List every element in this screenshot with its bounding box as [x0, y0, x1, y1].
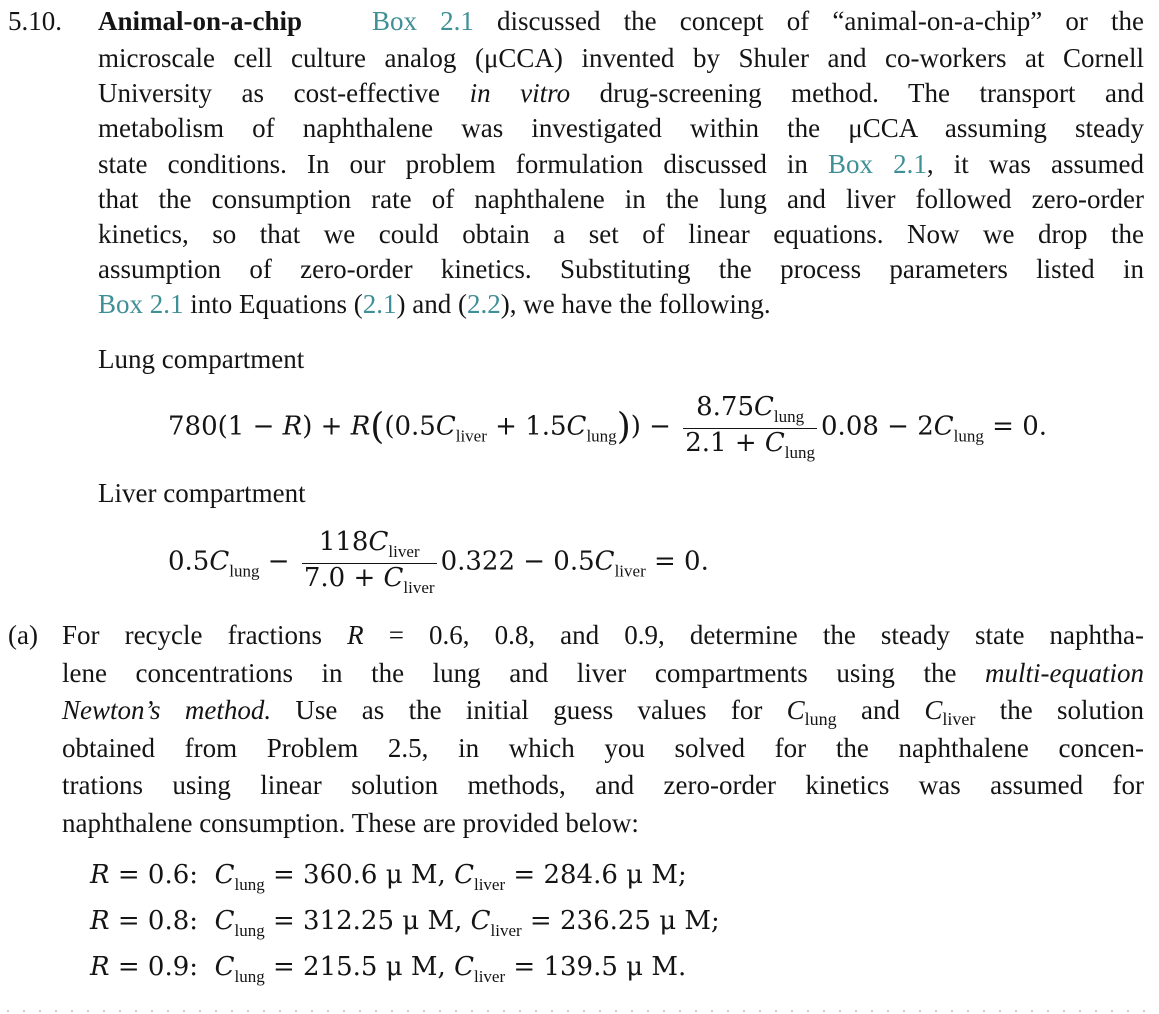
- liver-heading: Liver compartment: [98, 478, 306, 508]
- text-run: assumption of zero-order kinetics. Substituting the process parameters listed in: [98, 254, 1144, 285]
- text-line: [62, 732, 1144, 763]
- text-run: in vitro: [469, 78, 571, 109]
- text-run: lene concentrations in the lung and liver compartments using the: [62, 657, 986, 688]
- text-run: , it was assumed: [926, 148, 1144, 179]
- text-line: [98, 256, 1144, 283]
- guess-value: 0.9: [147, 952, 190, 982]
- text-run: state conditions. In our problem formulation discussed in: [98, 148, 829, 179]
- text-line: [98, 148, 1144, 179]
- guess-row: R = 0.6: $C_{lung} = 360.6$ μ M, $C_{liver} = 284.6$ μ M;: [90, 860, 687, 894]
- text-line: [62, 807, 1144, 838]
- page-footer-rule: [0, 1010, 1159, 1012]
- guess-value: μ M: [659, 906, 712, 936]
- guess-row: R = 0.9: $C_{lung} = 215.5$ μ M, $C_{liver} = 139.5$ μ M.: [90, 952, 687, 986]
- text-line: [62, 622, 1144, 649]
- cross-reference-link[interactable]: Box 2.1: [828, 148, 927, 179]
- text-run: into Equations (: [183, 289, 363, 320]
- cross-reference-link[interactable]: 2.2: [466, 289, 501, 320]
- cross-reference-link[interactable]: Box 2.1: [98, 289, 184, 320]
- text-line: [98, 221, 1144, 248]
- problem-number: 5.10.: [8, 6, 62, 36]
- text-run: For recycle fractions: [62, 620, 348, 650]
- guess-value: 0.6: [147, 860, 190, 890]
- cross-reference-link[interactable]: Box 2.1: [372, 6, 474, 36]
- guess-value: 139.5: [543, 952, 618, 982]
- guess-value: μ M: [402, 906, 455, 936]
- lung-heading: Lung compartment: [98, 344, 305, 374]
- text-line: [62, 772, 1144, 799]
- problem-title: Animal-on-a-chip: [98, 6, 303, 36]
- guess-value: μ M: [385, 952, 438, 982]
- text-run: that the consumption rate of naphthalene in the lung and liver followed zero-order: [98, 183, 1144, 214]
- subscript: lung: [804, 709, 837, 729]
- guess-value: 0.8: [147, 906, 190, 936]
- text-run: discussed the concept of “animal-on-a-chip” or the: [473, 6, 1145, 36]
- text-run: drug-screening method. The transport and: [570, 78, 1144, 109]
- text-line: [98, 291, 1144, 318]
- text-run: multi-equation: [985, 657, 1144, 688]
- text-line: [372, 8, 1144, 35]
- lung-equation: $780(1 - R) + R((0.5C_{liver} + 1.5C_{lung}))$ − $\frac{8.75C_{lung}}{2.1 + C_{lung}}$ $0.08 - 2C_{lung} = 0$.: [168, 392, 1048, 462]
- text-run: microscale cell culture analog (μCCA) invented by Shuler and co-workers at Cornell: [98, 43, 1144, 73]
- liver-equation: $0.5C_{lung}$ − $\frac{118C_{liver}}{7.0 + C_{liver}}$ $0.322 - 0.5C_{liver} = 0$.: [168, 527, 709, 597]
- text-run: C: [924, 695, 943, 725]
- guess-value: 312.25: [303, 906, 395, 936]
- text-line: [98, 115, 1144, 142]
- text-run: and: [836, 695, 925, 725]
- guess-value: ;: [677, 860, 687, 890]
- guess-value: 236.25: [560, 906, 651, 936]
- guess-value: 360.6: [303, 860, 378, 890]
- guess-value: 215.5: [303, 952, 378, 982]
- text-line: [62, 657, 1144, 688]
- guess-value: μ M: [626, 952, 678, 982]
- text-run: = 0.6, 0.8, and 0.9, determine the steady state naphtha-: [363, 620, 1144, 650]
- text-run: ), we have the following.: [500, 289, 771, 320]
- text-run: metabolism of naphthalene was investigated within the μCCA assuming steady: [98, 113, 1144, 144]
- text-run: C: [786, 695, 805, 725]
- text-run: kinetics, so that we could obtain a set of linear equations. Now we drop the: [98, 219, 1144, 249]
- text-run: the solution: [975, 695, 1145, 725]
- text-run: University as cost-effective: [98, 78, 470, 109]
- guess-value: ;: [711, 906, 720, 936]
- guess-value: 284.6: [543, 860, 618, 890]
- text-run: Newton’s method.: [62, 695, 272, 725]
- guess-value: μ M: [626, 860, 678, 890]
- text-run: ) and (: [396, 289, 467, 320]
- text-run: R: [347, 620, 364, 650]
- subscript: liver: [942, 709, 976, 729]
- guess-row: R = 0.8: $C_{lung} = 312.25$ μ M, $C_{liver} = 236.25$ μ M;: [90, 906, 720, 940]
- guess-value: .: [677, 952, 687, 982]
- text-line: [62, 697, 1144, 728]
- cross-reference-link[interactable]: 2.1: [362, 289, 397, 320]
- text-line: [98, 183, 1144, 214]
- liver-fraction: $\frac{118C_{liver}}{7.0 + C_{liver}}$: [303, 527, 435, 597]
- part-a-label: (a): [8, 620, 38, 650]
- text-run: Use as the initial guess values for: [271, 695, 787, 725]
- text-line: [98, 45, 1144, 72]
- text-run: obtained from Problem 2.5, in which you solved for the naphthalene concen-: [62, 732, 1144, 763]
- text-run: trations using linear solution methods, and zero-order kinetics was assumed for: [62, 770, 1144, 800]
- text-run: naphthalene consumption. These are provided below:: [62, 807, 639, 838]
- guess-value: μ M: [385, 860, 438, 890]
- text-line: [98, 80, 1144, 107]
- lung-fraction: $\frac{8.75C_{lung}}{2.1 + C_{lung}}$: [685, 392, 816, 462]
